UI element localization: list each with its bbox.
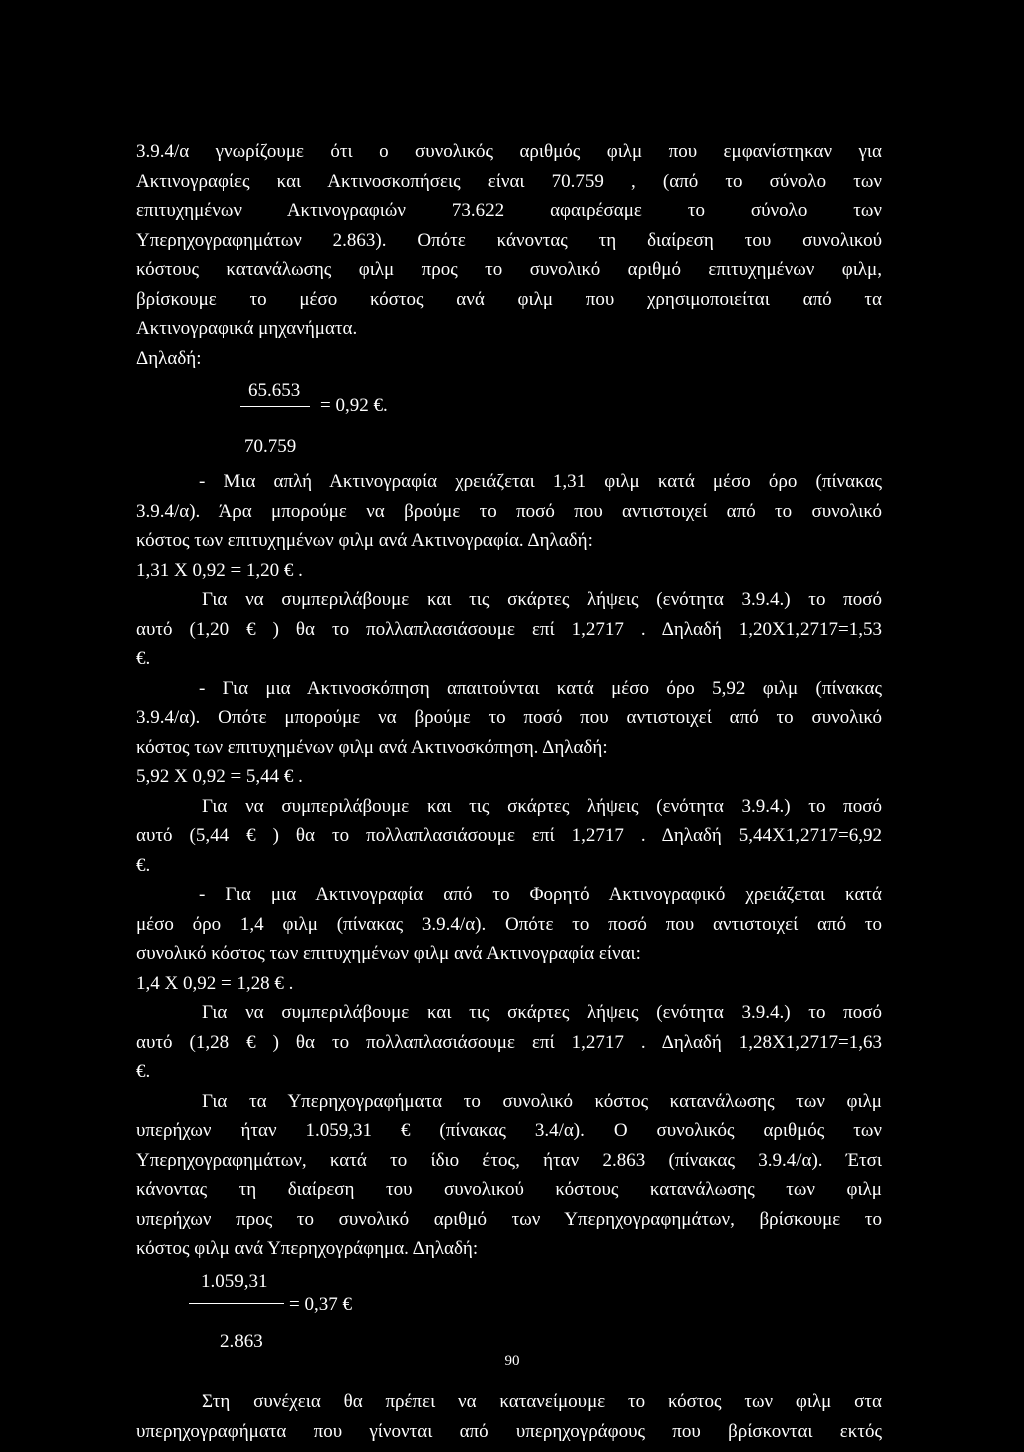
text-line: αυτό (1,20 € ) θα το πολλαπλασιάσουμε επί 1,2717 . Δηλαδή 1,20Χ1,2717=1,53: [136, 618, 882, 640]
fraction-bar: [189, 1303, 284, 1304]
text-line: αυτό (1,28 € ) θα το πολλαπλασιάσουμε επί 1,2717 . Δηλαδή 1,28Χ1,2717=1,63: [136, 1031, 882, 1053]
text-line: Για να συμπεριλάβουμε και τις σκάρτες λήψεις (ενότητα 3.9.4.) το ποσό: [202, 589, 882, 610]
text-line: κόστος φιλμ ανά Υπερηχογράφημα. Δηλαδή:: [136, 1238, 479, 1259]
text-line: κόστος των επιτυχημένων φιλμ ανά Ακτινογραφία. Δηλαδή:: [136, 530, 593, 551]
text-line: υπερήχων προς το συνολικό αριθμό των Υπερηχογραφημάτων, βρίσκουμε το: [136, 1208, 882, 1230]
text-line: - Μια απλή Ακτινογραφία χρειάζεται 1,31 φιλμ κατά μέσο όρο (πίνακας: [199, 471, 882, 492]
text-line: Ακτινογραφίες και Ακτινοσκοπήσεις είναι 70.759 , (από το σύνολο των: [136, 170, 882, 192]
text-line: 1,31 Χ 0,92 = 1,20 € .: [136, 559, 303, 581]
text-line: 3.9.4/α). Άρα μπορούμε να βρούμε το ποσό που αντιστοιχεί από το συνολικό: [136, 500, 882, 522]
text-line: Για να συμπεριλάβουμε και τις σκάρτες λήψεις (ενότητα 3.9.4.) το ποσό: [202, 795, 882, 817]
text-line: κόστους κατανάλωσης φιλμ προς το συνολικό αριθμό επιτυχημένων φιλμ,: [136, 259, 882, 280]
text-line: Υπερηχογραφημάτων 2.863). Οπότε κάνοντας τη διαίρεση του συνολικού: [136, 229, 882, 251]
fraction-bar: [240, 406, 310, 407]
text-line: 1,4 Χ 0,92 = 1,28 € .: [136, 972, 294, 994]
document-body: [136, 137, 882, 1446]
text-line: 3.9.4/α). Οπότε μπορούμε να βρούμε το ποσό που αντιστοιχεί από το συνολικό: [136, 707, 882, 728]
fraction-denominator: 70.759: [244, 436, 297, 457]
text-line: υπερηχογραφήματα που γίνονται από υπερηχογράφους που βρίσκονται εκτός: [136, 1420, 882, 1442]
page-number: 90: [504, 1353, 520, 1369]
text-line: Για τα Υπερηχογραφήματα το συνολικό κόστος κατανάλωσης των φιλμ: [202, 1090, 882, 1112]
text-line: 3.9.4/α γνωρίζουμε ότι ο συνολικός αριθμός φιλμ που εμφανίστηκαν για: [136, 141, 882, 162]
text-line: Για να συμπεριλάβουμε και τις σκάρτες λήψεις (ενότητα 3.9.4.) το ποσό: [202, 1002, 882, 1023]
text-line: - Για μια Ακτινοσκόπηση απαιτούνται κατά μέσο όρο 5,92 φιλμ (πίνακας: [199, 677, 882, 699]
fraction-film-cost: [136, 376, 882, 466]
text-line: 5,92 Χ 0,92 = 5,44 € .: [136, 766, 303, 787]
text-line: €.: [136, 854, 151, 876]
fraction-result: = 0,37 €: [289, 1293, 352, 1315]
fraction-ultrasound-cost: [136, 1267, 882, 1357]
text-line: βρίσκουμε το μέσο κόστος ανά φιλμ που χρησιμοποιείται από τα: [136, 288, 882, 310]
text-line: Ακτινογραφικά μηχανήματα.: [136, 318, 358, 339]
text-line: €.: [136, 648, 151, 669]
text-line: υπερήχων ήταν 1.059,31 € (πίνακας 3.4/α). Ο συνολικός αριθμός των: [136, 1120, 882, 1141]
text-line: συνολικό κόστος των επιτυχημένων φιλμ ανά Ακτινογραφία είναι:: [136, 943, 641, 964]
text-line: αυτό (5,44 € ) θα το πολλαπλασιάσουμε επί 1,2717 . Δηλαδή 5,44Χ1,2717=6,92: [136, 825, 882, 846]
text-line: κάνοντας τη διαίρεση του συνολικού κόστους κατανάλωσης των φιλμ: [136, 1179, 882, 1200]
text-line: - Για μια Ακτινογραφία από το Φορητό Ακτινογραφικό χρειάζεται κατά: [199, 884, 882, 905]
text-line: €.: [136, 1061, 151, 1082]
fraction-denominator: 2.863: [220, 1330, 263, 1352]
text-line: μέσο όρο 1,4 φιλμ (πίνακας 3.9.4/α). Οπότε το ποσό που αντιστοιχεί από το: [136, 913, 882, 935]
text-line: επιτυχημένων Ακτινογραφιών 73.622 αφαιρέσαμε το σύνολο των: [136, 200, 882, 221]
text-line: Στη συνέχεια θα πρέπει να κατανείμουμε το κόστος των φιλμ στα: [202, 1391, 882, 1412]
text-line: Υπερηχογραφημάτων, κατά το ίδιο έτος, ήταν 2.863 (πίνακας 3.9.4/α). Έτσι: [136, 1149, 882, 1171]
fraction-numerator: 1.059,31: [201, 1270, 268, 1292]
fraction-result: = 0,92 €.: [320, 395, 388, 416]
text-line: Δηλαδή:: [136, 347, 202, 369]
fraction-numerator: 65.653: [248, 380, 301, 401]
text-line: κόστος των επιτυχημένων φιλμ ανά Ακτινοσκόπηση. Δηλαδή:: [136, 736, 608, 758]
